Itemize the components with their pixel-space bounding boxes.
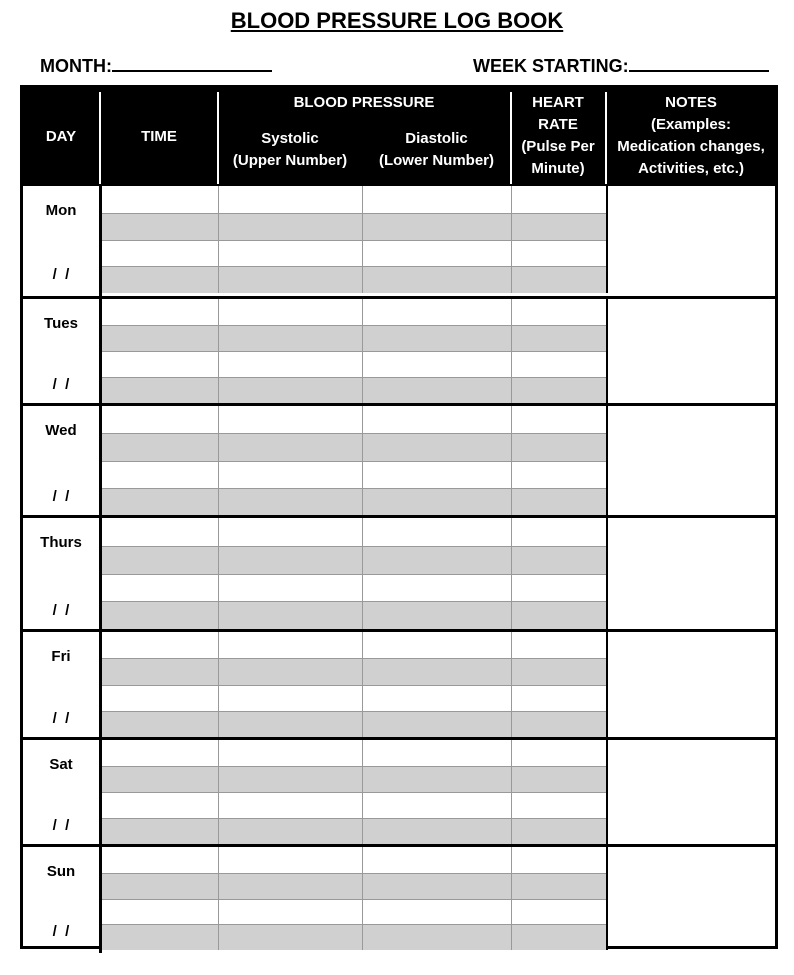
reading-row: [102, 213, 606, 240]
heart-rate-line: RATE: [538, 116, 578, 133]
day-name: Tues: [44, 315, 78, 332]
diastolic-cell[interactable]: [362, 434, 511, 460]
diastolic-cell[interactable]: [362, 686, 511, 711]
heart-rate-cell[interactable]: [511, 489, 606, 515]
month-blank[interactable]: [112, 52, 272, 72]
day-date-field[interactable]: / /: [52, 376, 70, 393]
diastolic-cell[interactable]: [362, 740, 511, 766]
day-name: Sun: [46, 863, 76, 880]
diastolic-cell[interactable]: [362, 489, 511, 515]
header-day: DAY: [45, 128, 77, 145]
reading-row: [102, 518, 606, 546]
systolic-cell[interactable]: [218, 462, 362, 488]
time-cell[interactable]: [102, 874, 218, 899]
time-cell[interactable]: [102, 575, 218, 602]
notes-line: Medication changes,: [617, 138, 765, 155]
heart-rate-cell[interactable]: [511, 326, 606, 351]
diastolic-cell[interactable]: [362, 462, 511, 488]
time-cell[interactable]: [102, 767, 218, 792]
time-cell[interactable]: [102, 406, 218, 433]
table-header: [23, 88, 775, 186]
time-cell[interactable]: [102, 686, 218, 711]
heart-rate-cell[interactable]: [511, 518, 606, 546]
diastolic-cell[interactable]: [362, 378, 511, 403]
diastolic-cell[interactable]: [362, 267, 511, 293]
systolic-cell[interactable]: [218, 575, 362, 602]
systolic-cell[interactable]: [218, 241, 362, 267]
day-name: Wed: [45, 422, 77, 439]
heart-rate-cell[interactable]: [511, 602, 606, 629]
systolic-cell[interactable]: [218, 186, 362, 213]
heart-rate-cell[interactable]: [511, 740, 606, 766]
reading-row: [102, 766, 606, 792]
heart-rate-cell[interactable]: [511, 686, 606, 711]
column-divider: [218, 186, 219, 293]
day-name: Thurs: [40, 534, 82, 551]
heart-rate-line: (Pulse Per: [521, 138, 595, 155]
header-notes: [606, 92, 776, 180]
reading-row: [102, 299, 606, 325]
heart-rate-cell[interactable]: [511, 267, 606, 293]
diastolic-cell[interactable]: [362, 767, 511, 792]
reading-row: [102, 632, 606, 658]
heart-rate-cell[interactable]: [511, 434, 606, 460]
day-block-mon: [23, 186, 775, 296]
reading-row: [102, 461, 606, 488]
diastolic-cell[interactable]: [362, 602, 511, 629]
diastolic-cell[interactable]: [362, 659, 511, 684]
systolic-cell[interactable]: [218, 900, 362, 925]
column-divider: [362, 299, 363, 403]
reading-row: [102, 873, 606, 899]
header-heart-rate: [511, 92, 605, 180]
heart-rate-cell[interactable]: [511, 767, 606, 792]
notes-cell[interactable]: [608, 186, 775, 293]
day-block-fri: [23, 629, 775, 737]
diastolic-cell[interactable]: [362, 874, 511, 899]
systolic-cell[interactable]: [218, 378, 362, 403]
diastolic-cell[interactable]: [362, 214, 511, 240]
diastolic-cell[interactable]: [362, 847, 511, 873]
time-cell[interactable]: [102, 352, 218, 377]
time-cell[interactable]: [102, 847, 218, 873]
diastolic-cell[interactable]: [362, 518, 511, 546]
heart-rate-cell[interactable]: [511, 378, 606, 403]
time-cell[interactable]: [102, 602, 218, 629]
notes-cell[interactable]: [608, 632, 775, 737]
notes-cell[interactable]: [608, 299, 775, 403]
reading-row: [102, 351, 606, 377]
column-divider: [362, 518, 363, 629]
reading-row: [102, 266, 606, 293]
systolic-cell[interactable]: [218, 326, 362, 351]
log-table: [20, 85, 778, 949]
systolic-cell[interactable]: [218, 819, 362, 844]
header-diastolic: [362, 128, 511, 172]
day-date-field[interactable]: / /: [52, 817, 70, 834]
diastolic-cell[interactable]: [362, 547, 511, 574]
diastolic-cell[interactable]: [362, 186, 511, 213]
systolic-cell[interactable]: [218, 299, 362, 325]
column-divider: [511, 186, 512, 293]
diastolic-cell[interactable]: [362, 925, 511, 950]
notes-line: Activities, etc.): [638, 160, 744, 177]
column-divider: [218, 518, 219, 629]
column-divider: [511, 632, 512, 737]
heart-rate-cell[interactable]: [511, 819, 606, 844]
diastolic-sublabel: (Lower Number): [378, 152, 494, 169]
systolic-cell[interactable]: [218, 712, 362, 737]
time-cell[interactable]: [102, 793, 218, 818]
diastolic-cell[interactable]: [362, 299, 511, 325]
time-cell[interactable]: [102, 925, 218, 950]
reading-row: [102, 711, 606, 737]
systolic-cell[interactable]: [218, 874, 362, 899]
notes-line: (Examples:: [650, 116, 732, 133]
time-cell[interactable]: [102, 326, 218, 351]
day-block-sat: [23, 737, 775, 844]
notes-cell[interactable]: [608, 847, 775, 950]
reading-row: [102, 685, 606, 711]
heart-rate-cell[interactable]: [511, 847, 606, 873]
column-divider: [362, 632, 363, 737]
systolic-cell[interactable]: [218, 659, 362, 684]
day-name: Sat: [49, 756, 73, 773]
notes-cell[interactable]: [608, 518, 775, 629]
systolic-cell[interactable]: [218, 740, 362, 766]
heart-rate-cell[interactable]: [511, 406, 606, 433]
diastolic-cell[interactable]: [362, 632, 511, 658]
day-block-wed: [23, 403, 775, 515]
heart-rate-line: Minute): [531, 160, 585, 177]
time-cell[interactable]: [102, 241, 218, 267]
diastolic-cell[interactable]: [362, 241, 511, 267]
systolic-cell[interactable]: [218, 406, 362, 433]
diastolic-cell[interactable]: [362, 406, 511, 433]
week-starting-blank[interactable]: [629, 52, 769, 72]
week-starting-label: WEEK STARTING:: [473, 56, 629, 76]
heart-rate-cell[interactable]: [511, 712, 606, 737]
diastolic-label: Diastolic: [405, 130, 468, 147]
column-divider: [511, 847, 512, 950]
time-cell[interactable]: [102, 462, 218, 488]
day-name: Fri: [51, 648, 71, 665]
systolic-cell[interactable]: [218, 352, 362, 377]
column-divider: [362, 740, 363, 844]
reading-row: [102, 488, 606, 515]
systolic-cell[interactable]: [218, 518, 362, 546]
systolic-cell[interactable]: [218, 489, 362, 515]
time-cell[interactable]: [102, 186, 218, 213]
heart-rate-cell[interactable]: [511, 793, 606, 818]
heart-rate-cell[interactable]: [511, 659, 606, 684]
reading-row: [102, 847, 606, 873]
reading-row: [102, 818, 606, 844]
time-cell[interactable]: [102, 659, 218, 684]
column-divider: [362, 847, 363, 950]
month-field[interactable]: [40, 52, 272, 77]
time-cell[interactable]: [102, 632, 218, 658]
day-date-field[interactable]: / /: [52, 488, 70, 505]
day-date-field[interactable]: / /: [52, 602, 70, 619]
heart-rate-cell[interactable]: [511, 352, 606, 377]
time-cell[interactable]: [102, 900, 218, 925]
heart-rate-cell[interactable]: [511, 925, 606, 950]
reading-row: [102, 433, 606, 460]
header-time: TIME: [141, 128, 177, 145]
heart-rate-cell[interactable]: [511, 299, 606, 325]
time-cell[interactable]: [102, 518, 218, 546]
column-divider: [362, 186, 363, 293]
day-block-tues: [23, 296, 775, 403]
heart-rate-cell[interactable]: [511, 462, 606, 488]
reading-row: [102, 792, 606, 818]
reading-row: [102, 240, 606, 267]
time-cell[interactable]: [102, 267, 218, 293]
week-starting-field[interactable]: [473, 52, 769, 77]
heart-rate-cell[interactable]: [511, 214, 606, 240]
systolic-cell[interactable]: [218, 686, 362, 711]
day-block-thurs: [23, 515, 775, 629]
reading-row: [102, 924, 606, 950]
heart-rate-cell[interactable]: [511, 186, 606, 213]
reading-row: [102, 325, 606, 351]
heart-rate-cell[interactable]: [511, 632, 606, 658]
diastolic-cell[interactable]: [362, 712, 511, 737]
column-divider: [362, 406, 363, 515]
diastolic-cell[interactable]: [362, 900, 511, 925]
notes-cell[interactable]: [608, 406, 775, 515]
systolic-cell[interactable]: [218, 793, 362, 818]
column-divider: [511, 518, 512, 629]
column-divider: [511, 299, 512, 403]
column-divider: [511, 406, 512, 515]
systolic-cell[interactable]: [218, 602, 362, 629]
notes-line: NOTES: [665, 94, 717, 111]
reading-row: [102, 546, 606, 574]
heart-rate-cell[interactable]: [511, 241, 606, 267]
systolic-cell[interactable]: [218, 267, 362, 293]
column-divider: [218, 632, 219, 737]
column-divider: [218, 740, 219, 844]
time-cell[interactable]: [102, 434, 218, 460]
systolic-sublabel: (Upper Number): [232, 152, 348, 169]
time-cell[interactable]: [102, 489, 218, 515]
day-date-field[interactable]: / /: [52, 923, 70, 940]
page-title: BLOOD PRESSURE LOG BOOK: [230, 8, 564, 33]
reading-row: [102, 658, 606, 684]
diastolic-cell[interactable]: [362, 352, 511, 377]
day-date-field[interactable]: / /: [52, 710, 70, 727]
systolic-cell[interactable]: [218, 632, 362, 658]
time-cell[interactable]: [102, 214, 218, 240]
diastolic-cell[interactable]: [362, 819, 511, 844]
time-cell[interactable]: [102, 299, 218, 325]
time-cell[interactable]: [102, 740, 218, 766]
column-divider: [218, 299, 219, 403]
column-divider: [218, 847, 219, 950]
systolic-cell[interactable]: [218, 925, 362, 950]
column-divider: [218, 406, 219, 515]
month-label: MONTH:: [40, 56, 112, 76]
day-block-sun: [23, 844, 775, 950]
heart-rate-cell[interactable]: [511, 874, 606, 899]
systolic-cell[interactable]: [218, 214, 362, 240]
reading-row: [102, 740, 606, 766]
reading-row: [102, 406, 606, 433]
systolic-cell[interactable]: [218, 767, 362, 792]
diastolic-cell[interactable]: [362, 793, 511, 818]
diastolic-cell[interactable]: [362, 575, 511, 602]
time-cell[interactable]: [102, 378, 218, 403]
header-systolic: [218, 128, 362, 172]
time-cell[interactable]: [102, 819, 218, 844]
heart-rate-cell[interactable]: [511, 547, 606, 574]
systolic-cell[interactable]: [218, 547, 362, 574]
systolic-cell[interactable]: [218, 434, 362, 460]
notes-cell[interactable]: [608, 740, 775, 844]
time-cell[interactable]: [102, 712, 218, 737]
diastolic-cell[interactable]: [362, 326, 511, 351]
reading-row: [102, 377, 606, 403]
header-blood-pressure: BLOOD PRESSURE: [293, 94, 435, 111]
systolic-cell[interactable]: [218, 847, 362, 873]
heart-rate-cell[interactable]: [511, 900, 606, 925]
reading-row: [102, 186, 606, 213]
day-date-field[interactable]: / /: [52, 266, 70, 283]
reading-row: [102, 574, 606, 602]
heart-rate-line: HEART: [532, 94, 584, 111]
column-divider: [511, 740, 512, 844]
time-cell[interactable]: [102, 547, 218, 574]
systolic-label: Systolic: [261, 130, 319, 147]
heart-rate-cell[interactable]: [511, 575, 606, 602]
reading-row: [102, 899, 606, 925]
day-name: Mon: [45, 202, 77, 219]
reading-row: [102, 601, 606, 629]
